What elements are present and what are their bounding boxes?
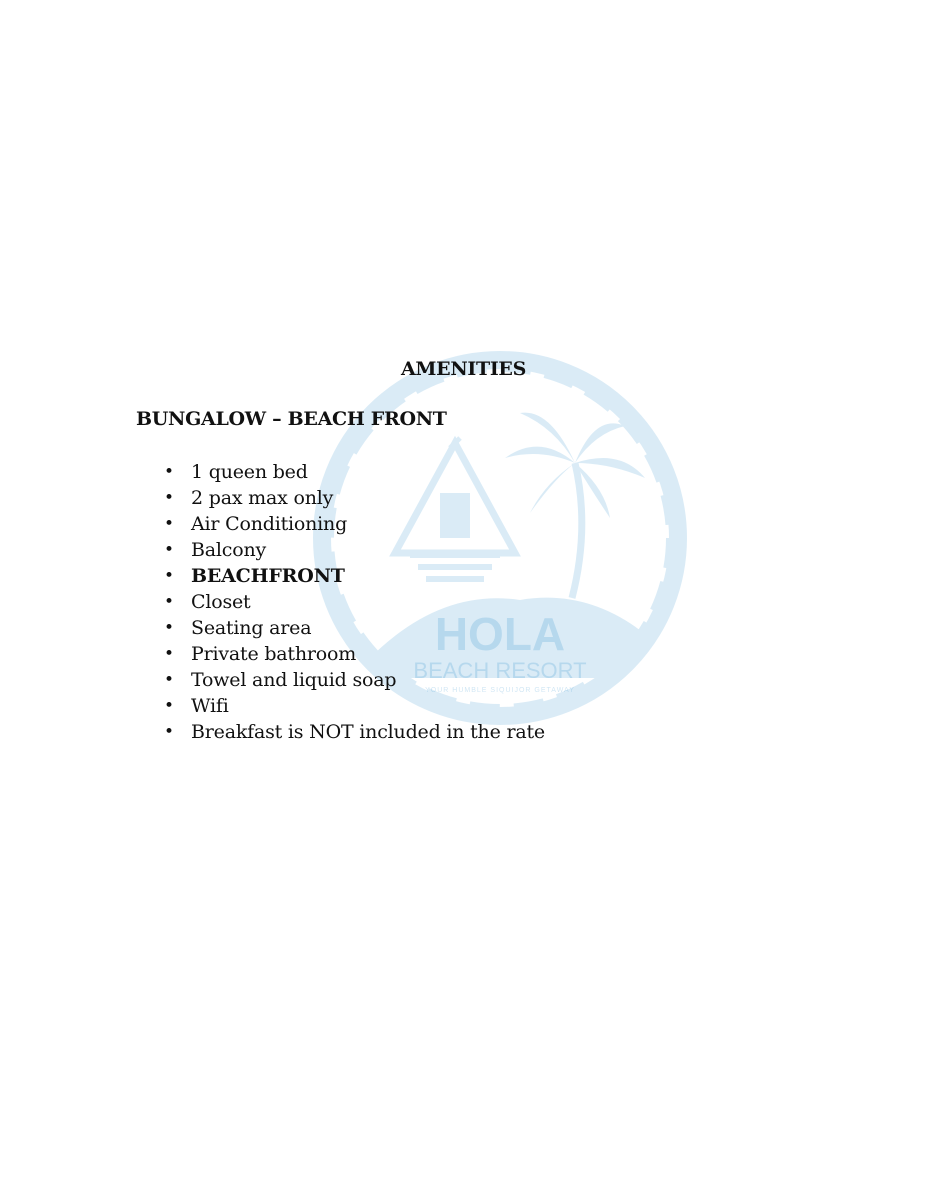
list-item: • Wifi <box>164 695 229 717</box>
list-item: • 2 pax max only <box>164 487 334 509</box>
bullet: • <box>164 696 174 716</box>
bullet: • <box>164 618 174 638</box>
bullet: • <box>164 592 174 612</box>
room-type-heading: BUNGALOW – BEACH FRONT <box>136 408 447 430</box>
bullet: • <box>164 514 174 534</box>
list-item: • Balcony <box>164 539 267 561</box>
bullet: • <box>164 462 174 482</box>
list-item: • Private bathroom <box>164 643 357 665</box>
bullet: • <box>164 722 174 742</box>
list-item: • Closet <box>164 591 251 613</box>
logo-subbrand-text: BEACH RESORT <box>413 658 587 683</box>
bullet: • <box>164 566 174 586</box>
page-title: AMENITIES <box>400 358 527 380</box>
list-item: • Air Conditioning <box>164 513 348 535</box>
list-item: • BEACHFRONT <box>164 565 345 587</box>
bullet: • <box>164 670 174 690</box>
amenities-list <box>164 459 545 745</box>
list-item: • Breakfast is NOT included in the rate <box>164 721 545 743</box>
list-item: • Seating area <box>164 617 312 639</box>
logo-brand-text: HOLA <box>434 608 566 660</box>
bullet: • <box>164 540 174 560</box>
bullet: • <box>164 488 174 508</box>
bullet: • <box>164 644 174 664</box>
logo-tagline-text: YOUR HUMBLE SIQUIJOR GETAWAY <box>425 687 575 694</box>
list-item: • 1 queen bed <box>164 461 308 483</box>
list-item: • Towel and liquid soap <box>164 669 397 691</box>
